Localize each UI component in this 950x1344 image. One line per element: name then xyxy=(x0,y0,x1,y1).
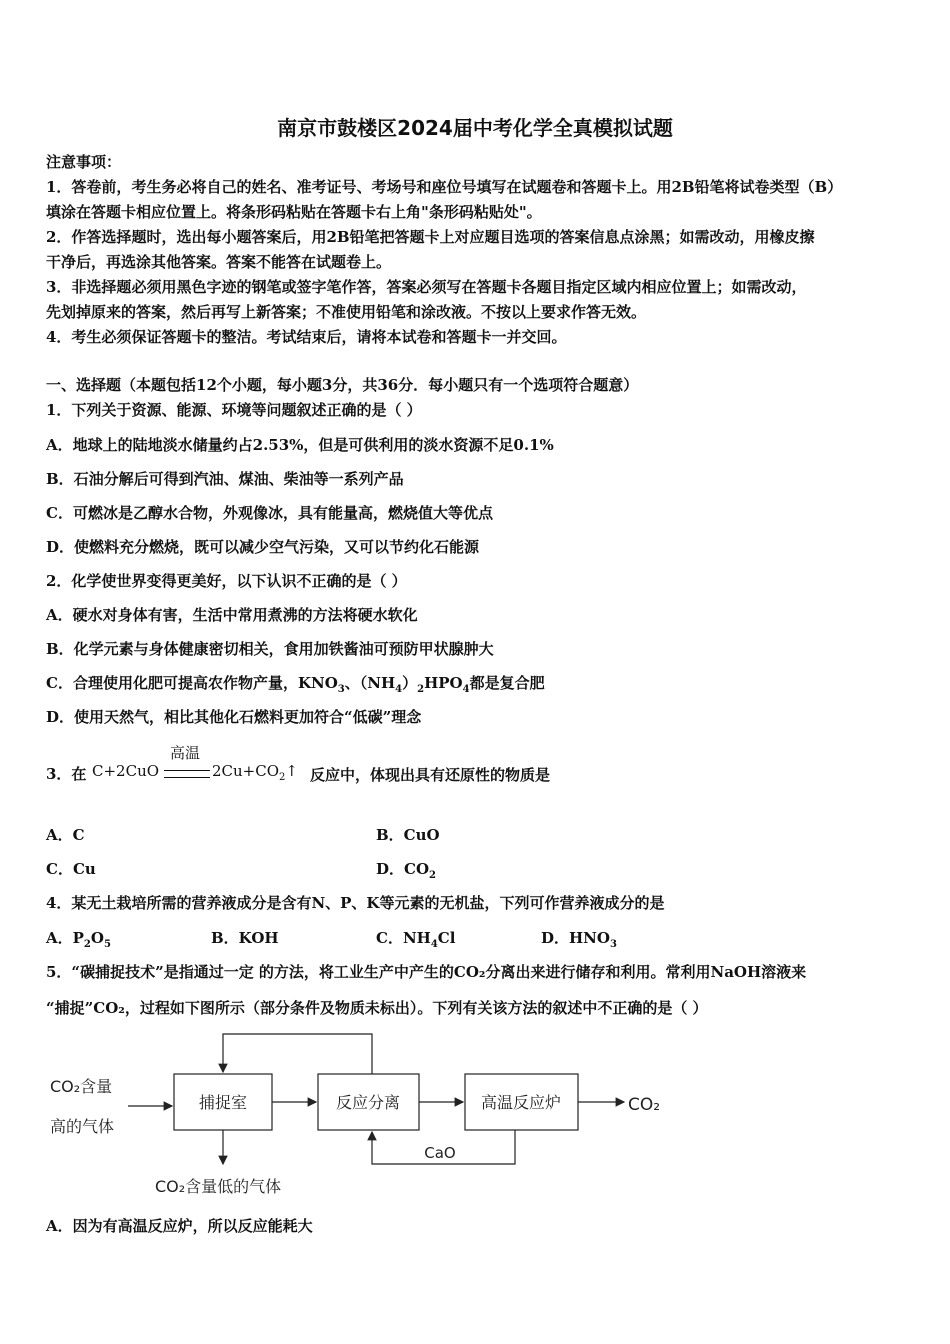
q2-c-part4: HPO xyxy=(424,674,463,692)
eq-condition: 高温 xyxy=(170,744,201,762)
output-co2-label: CO₂ xyxy=(628,1095,661,1115)
q4-a-s2: 5 xyxy=(103,939,111,950)
q2-c-sub-4b: 4 xyxy=(462,684,470,695)
q4-option-c xyxy=(376,928,455,955)
notice-line-3: 2．作答选择题时，选出每小题答案后，用2B铅笔把答题卡上对应题目选项的答案信息点涂黑；如需改动，用橡皮擦 xyxy=(46,228,815,246)
q2-c-part5: 都是复合肥 xyxy=(469,674,545,692)
q2-c-sub-4: 4 xyxy=(395,684,403,695)
notice-line-1: 1．答卷前，考生务必将自己的姓名、准考证号、考场号和座位号填写在试题卷和答题卡上。用2B铅笔将试卷类型（B） xyxy=(46,178,843,196)
q4-option-b: B．KOH xyxy=(211,929,279,947)
page-title: 南京市鼓楼区2024届中考化学全真模拟试题 xyxy=(277,116,673,140)
q3-option-c: C．Cu xyxy=(46,860,96,878)
q1-option-a: A．地球上的陆地淡水储量约占2.53%，但是可供利用的淡水资源不足0.1% xyxy=(46,436,554,454)
q1-option-c: C．可燃冰是乙醇水合物，外观像冰，具有能量高，燃烧值大等优点 xyxy=(46,504,493,522)
q2-stem: 2．化学使世界变得更美好，以下认识不正确的是（ ） xyxy=(46,572,407,590)
q4-d-s: 3 xyxy=(609,939,617,950)
q4-option-d xyxy=(541,928,617,955)
notice-line-6: 先划掉原来的答案，然后再写上新答案；不准使用铅笔和涂改液。不按以上要求作答无效。 xyxy=(46,303,647,321)
q1-option-b: B．石油分解后可得到汽油、煤油、柴油等一系列产品 xyxy=(46,470,404,488)
q3-option-a: A．C xyxy=(46,826,85,844)
q4-a-s1: 2 xyxy=(83,939,91,950)
q3-option-b: B．CuO xyxy=(376,826,440,844)
section-heading: 一、选择题（本题包括12个小题，每小题3分，共36分．每小题只有一个选项符合题意） xyxy=(46,376,639,394)
q2-option-d: D．使用天然气，相比其他化石燃料更加符合“低碳”理念 xyxy=(46,708,422,726)
low-co2-gas-label: CO₂含量低的气体 xyxy=(155,1177,282,1196)
notice-line-2: 填涂在答题卡相应位置上。将条形码粘贴在答题卡右上角"条形码粘贴处"。 xyxy=(46,203,542,221)
q3-stem-tail: 反应中，体现出具有还原性的物质是 xyxy=(310,766,551,784)
q4-c-p1: C．NH xyxy=(376,929,431,947)
q2-option-b: B．化学元素与身体健康密切相关，食用加铁酱油可预防甲状腺肿大 xyxy=(46,640,494,658)
reaction-separation-label: 反应分离 xyxy=(335,1093,401,1112)
q4-c-p2: Cl xyxy=(437,929,456,947)
q2-option-c xyxy=(46,673,545,700)
q2-c-part2: 、（NH xyxy=(344,674,396,692)
recycle-loop-top xyxy=(223,1034,372,1074)
q1-stem: 1．下列关于资源、能源、环境等问题叙述正确的是（ ） xyxy=(46,401,422,419)
eq-products xyxy=(212,762,298,783)
q2-c-part3: ） xyxy=(402,674,418,692)
notice-line-4: 干净后，再选涂其他答案。答案不能答在试题卷上。 xyxy=(46,253,392,271)
q3-number: 3．在 xyxy=(46,765,87,783)
q4-a-p2: O xyxy=(90,929,104,947)
q3-option-d xyxy=(376,859,436,886)
notice-line-5: 3．非选择题必须用黑色字迹的钢笔或签字笔作答，答案必须写在答题卡各题目指定区域内相应位置上；如需改动， xyxy=(46,278,807,296)
q1-option-d: D．使燃料充分燃烧，既可以减少空气污染，又可以节约化石能源 xyxy=(46,538,480,556)
q4-stem: 4．某无土栽培所需的营养液成分是含有N、P、K等元素的无机盐，下列可作营养液成分的是 xyxy=(46,894,665,912)
high-temp-furnace-label: 高温反应炉 xyxy=(480,1093,562,1112)
eq-sub-2: 2 xyxy=(279,772,286,783)
eq-products-text: 2Cu+CO xyxy=(212,762,280,780)
q3-d-sub: 2 xyxy=(429,870,436,881)
q2-c-part1: C．合理使用化肥可提高农作物产量，KNO xyxy=(46,674,338,692)
q4-a-p1: A．P xyxy=(46,929,84,947)
q3-d-text: D．CO xyxy=(376,860,430,878)
q4-c-s: 4 xyxy=(430,939,438,950)
carbon-capture-diagram xyxy=(0,1028,950,1203)
q5-stem-line-1: 5．“碳捕捉技术”是指通过一定 的方法，将工业生产中产生的CO₂分离出来进行储存和利用。常利用NaOH溶液来 xyxy=(46,963,807,981)
q4-option-a xyxy=(46,928,111,955)
q5-stem-line-2: “捕捉”CO₂，过程如下图所示（部分条件及物质未标出）。下列有关该方法的叙述中不正确的是（ ） xyxy=(46,999,708,1017)
cao-label: CaO xyxy=(424,1144,456,1162)
q3-equation xyxy=(92,742,302,782)
capture-chamber-label: 捕捉室 xyxy=(198,1093,248,1112)
eq-equals-sign xyxy=(164,770,210,778)
input-gas-label-1: CO₂含量 xyxy=(50,1077,113,1096)
q2-option-a: A．硬水对身体有害，生活中常用煮沸的方法将硬水软化 xyxy=(46,606,418,624)
eq-reactants: C+2CuO xyxy=(92,762,160,780)
eq-gas-arrow: ↑ xyxy=(285,762,298,780)
q5-option-a: A．因为有高温反应炉，所以反应能耗大 xyxy=(46,1217,313,1235)
input-gas-label-2: 高的气体 xyxy=(50,1117,115,1136)
q2-c-sub-3: 3 xyxy=(337,684,345,695)
q2-c-sub-2: 2 xyxy=(417,684,425,695)
notice-line-7: 4．考生必须保证答题卡的整洁。考试结束后，请将本试卷和答题卡一并交回。 xyxy=(46,328,567,346)
notice-heading: 注意事项： xyxy=(46,153,122,171)
q4-d-p1: D．HNO xyxy=(541,929,610,947)
